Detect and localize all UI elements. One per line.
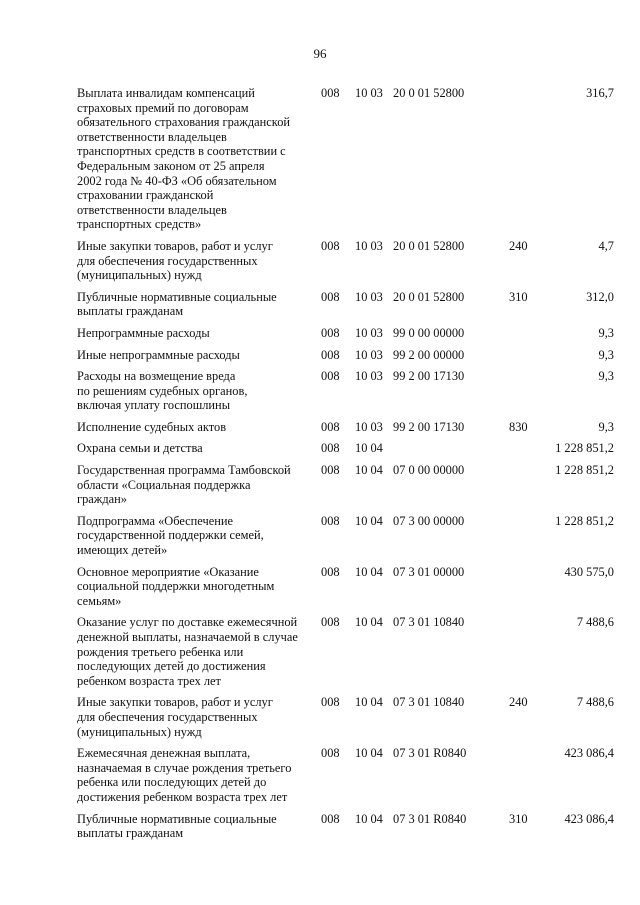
row-name — [77, 514, 321, 558]
row-name — [77, 746, 321, 804]
ministry-code: 008 — [321, 564, 340, 579]
ministry-code: 008 — [321, 463, 340, 478]
row-spacer-cell — [77, 688, 614, 695]
row-name-line: 2002 года № 40-ФЗ «Об обязательном — [77, 173, 277, 188]
ministry-code: 008 — [321, 811, 340, 826]
row-name — [77, 695, 321, 739]
row-name — [77, 290, 321, 319]
section-code: 10 03 — [355, 347, 383, 362]
ministry-code: 008 — [321, 369, 340, 384]
section-code: 10 04 — [355, 695, 383, 710]
article-code: 07 0 00 00000 — [393, 463, 465, 478]
row-name-line: граждан» — [77, 492, 127, 507]
row-name-line: Государственная программа Тамбовской — [77, 463, 291, 478]
row-name-line: достижения ребенком возраста трех лет — [77, 789, 288, 804]
table-row — [77, 695, 614, 739]
section-code: 10 04 — [355, 746, 383, 761]
row-name-line: Публичные нормативные социальные — [77, 811, 277, 826]
row-name-line: Исполнение судебных актов — [77, 419, 227, 434]
row-name — [77, 239, 321, 283]
row-spacer — [77, 608, 614, 615]
row-name-line: Публичные нормативные социальные — [77, 289, 277, 304]
expense-type-code — [509, 565, 539, 609]
expense-type-code: 310 — [509, 289, 528, 304]
article-code: 07 3 01 10840 — [393, 615, 465, 630]
amount: 430 575,0 — [564, 564, 614, 579]
row-spacer — [77, 507, 614, 514]
row-name-line: страховании гражданской — [77, 188, 214, 203]
article-code: 99 2 00 00000 — [393, 347, 465, 362]
ministry-code: 008 — [321, 238, 340, 253]
table-row — [77, 348, 614, 363]
expense-type-code: 830 — [509, 419, 528, 434]
row-name — [77, 369, 321, 413]
row-spacer — [77, 362, 614, 369]
row-spacer — [77, 558, 614, 565]
row-name-line: Иные закупки товаров, работ и услуг — [77, 238, 273, 253]
row-name-line: области «Социальная поддержка — [77, 477, 251, 492]
row-name-line: государственной поддержки семей, — [77, 528, 264, 543]
row-name-line: транспортных средств в соответствии с — [77, 144, 286, 159]
article-code: 99 0 00 00000 — [393, 325, 465, 340]
table-row — [77, 565, 614, 609]
row-spacer — [77, 232, 614, 239]
row-spacer-cell — [77, 434, 614, 441]
table-row — [77, 746, 614, 804]
expense-type-code: 310 — [509, 811, 528, 826]
amount: 316,7 — [586, 86, 614, 100]
row-name-line: транспортных средств» — [77, 217, 202, 232]
row-name-line: Непрограммные расходы — [77, 325, 210, 340]
row-name-line: (муниципальных) нужд — [77, 724, 202, 739]
section-code: 10 04 — [355, 564, 383, 579]
ministry-code: 008 — [321, 289, 340, 304]
section-code: 10 04 — [355, 463, 383, 478]
row-name-line: для обеспечения государственных — [77, 253, 258, 268]
row-spacer-cell — [77, 805, 614, 812]
expense-type-code — [509, 348, 539, 363]
row-spacer — [77, 413, 614, 420]
row-spacer-cell — [77, 413, 614, 420]
table-row — [77, 290, 614, 319]
expense-type-code — [509, 463, 539, 507]
article-code: 20 0 01 52800 — [393, 238, 465, 253]
row-name-line: выплаты гражданам — [77, 304, 184, 319]
table-row — [77, 812, 614, 841]
row-spacer-cell — [77, 739, 614, 746]
row-name-line: выплаты гражданам — [77, 826, 184, 841]
budget-table — [77, 86, 614, 841]
row-spacer — [77, 739, 614, 746]
row-name-line: назначаемая в случае рождения третьего — [77, 760, 292, 775]
row-name-line: (муниципальных) нужд — [77, 268, 202, 283]
ministry-code: 008 — [321, 513, 340, 528]
section-code: 10 03 — [355, 238, 383, 253]
amount: 312,0 — [586, 289, 614, 304]
row-name — [77, 463, 321, 507]
section-code: 10 03 — [355, 289, 383, 304]
table-row — [77, 326, 614, 341]
article-code: 07 3 01 10840 — [393, 695, 465, 710]
table-row — [77, 420, 614, 435]
amount: 4,7 — [598, 238, 614, 253]
row-spacer — [77, 456, 614, 463]
row-name-line: социальной поддержки многодетным — [77, 579, 275, 594]
article-code: 07 3 01 R0840 — [393, 811, 467, 826]
table-row — [77, 86, 614, 232]
amount: 1 228 851,2 — [555, 463, 614, 478]
row-name — [77, 615, 321, 688]
row-spacer-cell — [77, 341, 614, 348]
section-code: 10 04 — [355, 811, 383, 826]
row-name — [77, 420, 321, 435]
table-row — [77, 463, 614, 507]
expense-type-code — [509, 326, 539, 341]
row-name-line: Подпрограмма «Обеспечение — [77, 513, 233, 528]
row-spacer-cell — [77, 608, 614, 615]
row-name-line: последующих детей до достижения — [77, 659, 266, 674]
row-name-line: ответственности владельцев — [77, 202, 227, 217]
article-code: 99 2 00 17130 — [393, 419, 465, 434]
article-code: 20 0 01 52800 — [393, 86, 465, 100]
ministry-code: 008 — [321, 86, 340, 100]
section-code: 10 03 — [355, 86, 383, 100]
row-spacer-cell — [77, 283, 614, 290]
amount: 1 228 851,2 — [555, 513, 614, 528]
page-number: 96 — [313, 46, 327, 61]
row-spacer — [77, 805, 614, 812]
amount: 423 086,4 — [564, 811, 614, 826]
row-name-line: Основное мероприятие «Оказание — [77, 564, 259, 579]
row-name — [77, 348, 321, 363]
row-name-line: Расходы на возмещение вреда — [77, 369, 236, 384]
row-spacer — [77, 341, 614, 348]
budget-table-body — [77, 86, 614, 841]
section-code: 10 04 — [355, 441, 383, 456]
row-name-line: страховых премий по договорам — [77, 100, 249, 115]
ministry-code: 008 — [321, 347, 340, 362]
row-name-line: имеющих детей» — [77, 543, 168, 558]
table-row — [77, 369, 614, 413]
row-name-line: Выплата инвалидам компенсаций — [77, 86, 255, 100]
expense-type-code — [509, 369, 539, 413]
row-spacer-cell — [77, 362, 614, 369]
row-name — [77, 812, 321, 841]
ministry-code: 008 — [321, 441, 340, 456]
row-name-line: обязательного страхования гражданской — [77, 115, 291, 130]
expense-type-code: 240 — [509, 695, 528, 710]
row-name-line: Оказание услуг по доставке ежемесячной — [77, 615, 298, 630]
section-code: 10 03 — [355, 369, 383, 384]
row-spacer-cell — [77, 558, 614, 565]
amount: 9,3 — [598, 325, 614, 340]
row-name — [77, 441, 321, 456]
ministry-code: 008 — [321, 695, 340, 710]
row-name-line: ответственности владельцев — [77, 129, 227, 144]
expense-type-code — [509, 86, 539, 232]
expense-type-code — [509, 746, 539, 804]
expense-type-code — [509, 615, 539, 688]
row-name — [77, 326, 321, 341]
row-spacer — [77, 319, 614, 326]
amount: 1 228 851,2 — [555, 441, 614, 456]
section-code: 10 03 — [355, 325, 383, 340]
article-code: 07 3 01 R0840 — [393, 746, 467, 761]
ministry-code: 008 — [321, 615, 340, 630]
row-name-line: ребенка или последующих детей до — [77, 775, 267, 790]
amount: 9,3 — [598, 369, 614, 384]
row-spacer — [77, 434, 614, 441]
row-name-line: Ежемесячная денежная выплата, — [77, 746, 251, 761]
article-code — [393, 441, 509, 456]
row-name-line: ребенком возраста трех лет — [77, 673, 221, 688]
article-code: 20 0 01 52800 — [393, 289, 465, 304]
amount: 7 488,6 — [576, 615, 614, 630]
row-name-line: Иные непрограммные расходы — [77, 347, 240, 362]
amount: 423 086,4 — [564, 746, 614, 761]
amount: 9,3 — [598, 347, 614, 362]
row-name-line: денежной выплаты, назначаемой в случае — [77, 630, 298, 644]
section-code: 10 03 — [355, 419, 383, 434]
table-row — [77, 514, 614, 558]
expense-type-code: 240 — [509, 238, 528, 253]
row-spacer-cell — [77, 456, 614, 463]
row-spacer-cell — [77, 507, 614, 514]
row-spacer-cell — [77, 232, 614, 239]
table-row — [77, 441, 614, 456]
expense-type-code — [509, 441, 539, 456]
amount: 9,3 — [598, 419, 614, 434]
article-code: 07 3 00 00000 — [393, 513, 465, 528]
row-spacer — [77, 283, 614, 290]
ministry-code: 008 — [321, 419, 340, 434]
amount: 7 488,6 — [576, 695, 614, 710]
section-code: 10 04 — [355, 513, 383, 528]
row-name-line: для обеспечения государственных — [77, 709, 258, 724]
row-name-line: семьям» — [77, 593, 122, 608]
expense-type-code — [509, 514, 539, 558]
row-name-line: включая уплату госпошлины — [77, 398, 231, 413]
row-spacer — [77, 688, 614, 695]
article-code: 99 2 00 17130 — [393, 369, 465, 384]
ministry-code: 008 — [321, 746, 340, 761]
row-spacer-cell — [77, 319, 614, 326]
row-name-line: Охрана семьи и детства — [77, 441, 203, 456]
row-name-line: Иные закупки товаров, работ и услуг — [77, 695, 273, 710]
row-name-line: Федеральным законом от 25 апреля — [77, 158, 265, 173]
row-name — [77, 86, 321, 232]
ministry-code: 008 — [321, 325, 340, 340]
article-code: 07 3 01 00000 — [393, 564, 465, 579]
row-name — [77, 565, 321, 609]
section-code: 10 04 — [355, 615, 383, 630]
row-name-line: по решениям судебных органов, — [77, 383, 248, 398]
row-name-line: рождения третьего ребенка или — [77, 644, 244, 659]
table-row — [77, 615, 614, 688]
table-row — [77, 239, 614, 283]
